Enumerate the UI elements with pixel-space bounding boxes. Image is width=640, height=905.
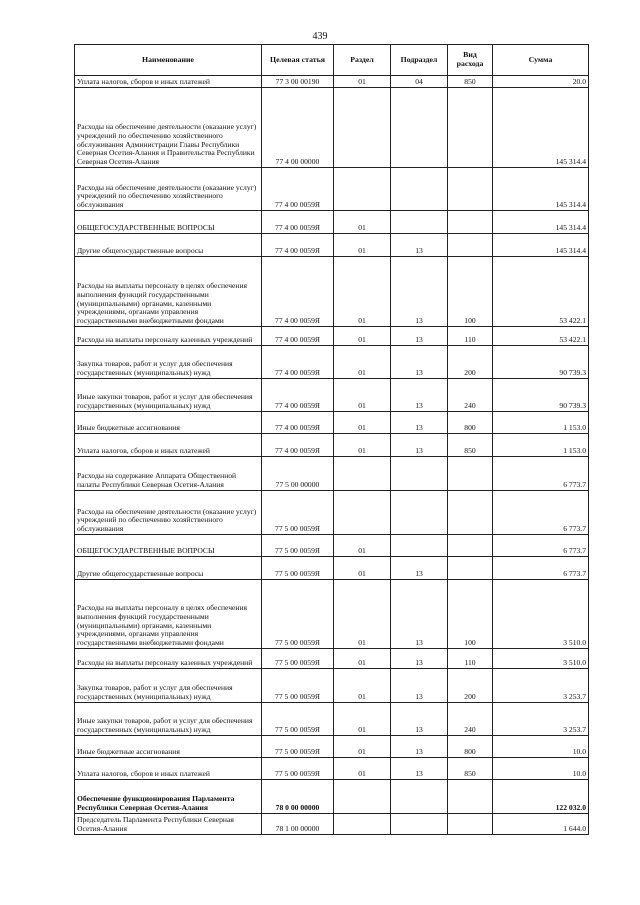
header-expense-type: Вид расхода bbox=[448, 45, 493, 76]
cell-name: Расходы на содержание Аппарата Общественной палаты Республики Северная Осетия-Алания bbox=[75, 457, 262, 491]
cell-subsection: 13 bbox=[391, 434, 448, 457]
cell-target: 77 5 00 0059Я bbox=[262, 491, 334, 535]
cell-name: Расходы на обеспечение деятельности (оказание услуг) учреждений по обеспечению хозяйственного обслуживания bbox=[75, 491, 262, 535]
cell-target: 77 5 00 0059Я bbox=[262, 758, 334, 780]
cell-amount: 6 773.7 bbox=[493, 491, 589, 535]
cell-name: Другие общегосударственные вопросы bbox=[75, 557, 262, 580]
cell-section: 01 bbox=[334, 557, 391, 580]
cell-target: 77 4 00 0059Я bbox=[262, 346, 334, 379]
cell-amount: 1 153.0 bbox=[493, 412, 589, 434]
cell-subsection: 13 bbox=[391, 327, 448, 346]
cell-name: ОБЩЕГОСУДАРСТВЕННЫЕ ВОПРОСЫ bbox=[75, 535, 262, 557]
cell-section: 01 bbox=[334, 412, 391, 434]
cell-amount: 10.0 bbox=[493, 736, 589, 758]
header-name: Наименование bbox=[75, 45, 262, 76]
cell-amount: 6 773.7 bbox=[493, 457, 589, 491]
table-row bbox=[75, 669, 589, 703]
cell-expense-type: 200 bbox=[448, 669, 493, 703]
header-target: Целевая статья bbox=[262, 45, 334, 76]
cell-amount: 145 314.4 bbox=[493, 211, 589, 234]
table-row bbox=[75, 327, 589, 346]
table-row bbox=[75, 346, 589, 379]
cell-target: 77 4 00 00000 bbox=[262, 88, 334, 168]
cell-amount: 20.0 bbox=[493, 76, 589, 88]
cell-subsection bbox=[391, 457, 448, 491]
cell-target: 77 5 00 0059Я bbox=[262, 557, 334, 580]
cell-name: Уплата налогов, сборов и иных платежей bbox=[75, 758, 262, 780]
cell-target: 77 4 00 0059Я bbox=[262, 327, 334, 346]
table-row bbox=[75, 814, 589, 835]
cell-target: 77 4 00 0059Я bbox=[262, 234, 334, 257]
cell-target: 77 5 00 0059Я bbox=[262, 649, 334, 669]
table-row bbox=[75, 379, 589, 412]
table-row bbox=[75, 557, 589, 580]
table-row bbox=[75, 234, 589, 257]
cell-amount: 122 032.0 bbox=[493, 780, 589, 814]
cell-target: 77 4 00 0059Я bbox=[262, 211, 334, 234]
cell-section: 01 bbox=[334, 434, 391, 457]
cell-subsection: 13 bbox=[391, 580, 448, 649]
cell-amount: 53 422.1 bbox=[493, 327, 589, 346]
cell-amount: 3 510.0 bbox=[493, 649, 589, 669]
cell-name: Другие общегосударственные вопросы bbox=[75, 234, 262, 257]
cell-name: Иные бюджетные ассигнования bbox=[75, 412, 262, 434]
cell-name: Расходы на выплаты персоналу казенных учреждений bbox=[75, 327, 262, 346]
cell-section bbox=[334, 168, 391, 211]
cell-amount: 53 422.1 bbox=[493, 257, 589, 327]
cell-expense-type: 800 bbox=[448, 736, 493, 758]
cell-amount: 6 773.7 bbox=[493, 535, 589, 557]
cell-subsection: 13 bbox=[391, 703, 448, 736]
cell-subsection: 13 bbox=[391, 736, 448, 758]
cell-section: 01 bbox=[334, 535, 391, 557]
cell-expense-type: 110 bbox=[448, 327, 493, 346]
cell-target: 77 5 00 0059Я bbox=[262, 703, 334, 736]
header-amount: Сумма bbox=[493, 45, 589, 76]
cell-section bbox=[334, 491, 391, 535]
table-row bbox=[75, 76, 589, 88]
header-section: Раздел bbox=[334, 45, 391, 76]
cell-section bbox=[334, 780, 391, 814]
cell-target: 77 5 00 0059Я bbox=[262, 580, 334, 649]
cell-section: 01 bbox=[334, 379, 391, 412]
cell-subsection: 04 bbox=[391, 76, 448, 88]
table-body bbox=[75, 76, 589, 835]
cell-amount: 10.0 bbox=[493, 758, 589, 780]
budget-table bbox=[74, 44, 589, 835]
table-row bbox=[75, 758, 589, 780]
cell-expense-type: 800 bbox=[448, 412, 493, 434]
cell-section bbox=[334, 457, 391, 491]
cell-name: Уплата налогов, сборов и иных платежей bbox=[75, 76, 262, 88]
cell-section: 01 bbox=[334, 649, 391, 669]
cell-section: 01 bbox=[334, 76, 391, 88]
cell-subsection bbox=[391, 780, 448, 814]
cell-name: Иные бюджетные ассигнования bbox=[75, 736, 262, 758]
cell-section: 01 bbox=[334, 257, 391, 327]
cell-subsection: 13 bbox=[391, 649, 448, 669]
cell-section: 01 bbox=[334, 758, 391, 780]
cell-subsection: 13 bbox=[391, 758, 448, 780]
cell-amount: 1 644.0 bbox=[493, 814, 589, 835]
cell-section: 01 bbox=[334, 703, 391, 736]
cell-target: 77 5 00 0059Я bbox=[262, 669, 334, 703]
cell-expense-type bbox=[448, 211, 493, 234]
table-row bbox=[75, 649, 589, 669]
cell-section bbox=[334, 814, 391, 835]
cell-expense-type: 850 bbox=[448, 758, 493, 780]
table-row bbox=[75, 457, 589, 491]
cell-expense-type: 100 bbox=[448, 257, 493, 327]
cell-amount: 3 510.0 bbox=[493, 580, 589, 649]
cell-name: Закупка товаров, работ и услуг для обеспечения государственных (муниципальных) нужд bbox=[75, 346, 262, 379]
header-subsection: Подраздел bbox=[391, 45, 448, 76]
cell-subsection bbox=[391, 535, 448, 557]
cell-amount: 3 253.7 bbox=[493, 669, 589, 703]
cell-name: Расходы на обеспечение деятельности (оказание услуг) учреждений по обеспечению хозяйственного обслуживания bbox=[75, 168, 262, 211]
cell-expense-type bbox=[448, 168, 493, 211]
cell-amount: 145 314.4 bbox=[493, 88, 589, 168]
cell-section: 01 bbox=[334, 346, 391, 379]
cell-expense-type: 200 bbox=[448, 346, 493, 379]
cell-subsection bbox=[391, 211, 448, 234]
cell-subsection: 13 bbox=[391, 669, 448, 703]
table-header-row bbox=[75, 45, 589, 76]
cell-subsection: 13 bbox=[391, 234, 448, 257]
cell-section: 01 bbox=[334, 327, 391, 346]
cell-name: ОБЩЕГОСУДАРСТВЕННЫЕ ВОПРОСЫ bbox=[75, 211, 262, 234]
cell-subsection bbox=[391, 491, 448, 535]
cell-name: Расходы на выплаты персоналу казенных учреждений bbox=[75, 649, 262, 669]
cell-expense-type bbox=[448, 557, 493, 580]
cell-amount: 1 153.0 bbox=[493, 434, 589, 457]
cell-amount: 90 739.3 bbox=[493, 379, 589, 412]
table-row bbox=[75, 257, 589, 327]
cell-target: 78 1 00 00000 bbox=[262, 814, 334, 835]
cell-amount: 3 253.7 bbox=[493, 703, 589, 736]
cell-target: 77 5 00 0059Я bbox=[262, 736, 334, 758]
table-row bbox=[75, 703, 589, 736]
cell-expense-type bbox=[448, 88, 493, 168]
cell-target: 77 4 00 0059Я bbox=[262, 434, 334, 457]
table-row bbox=[75, 535, 589, 557]
cell-expense-type: 240 bbox=[448, 379, 493, 412]
cell-name: Иные закупки товаров, работ и услуг для обеспечения государственных (муниципальных) нужд bbox=[75, 703, 262, 736]
cell-amount: 90 739.3 bbox=[493, 346, 589, 379]
cell-section bbox=[334, 88, 391, 168]
cell-subsection: 13 bbox=[391, 557, 448, 580]
cell-expense-type: 850 bbox=[448, 434, 493, 457]
cell-name: Обеспечение функционирования Парламента Республики Северная Осетия-Алания bbox=[75, 780, 262, 814]
table-row bbox=[75, 780, 589, 814]
cell-expense-type bbox=[448, 234, 493, 257]
cell-name: Расходы на обеспечение деятельности (оказание услуг) учреждений по обеспечению хозяйственного обслуживания Администрации Главы Республики Северная Осетия-Алания и Правительства Республики Северная Осетия-Алания bbox=[75, 88, 262, 168]
cell-expense-type bbox=[448, 814, 493, 835]
cell-expense-type: 850 bbox=[448, 76, 493, 88]
cell-section: 01 bbox=[334, 211, 391, 234]
cell-name: Уплата налогов, сборов и иных платежей bbox=[75, 434, 262, 457]
cell-expense-type bbox=[448, 491, 493, 535]
table-row bbox=[75, 412, 589, 434]
cell-target: 77 5 00 0059Я bbox=[262, 535, 334, 557]
cell-expense-type bbox=[448, 780, 493, 814]
cell-subsection bbox=[391, 168, 448, 211]
cell-subsection bbox=[391, 88, 448, 168]
cell-subsection: 13 bbox=[391, 379, 448, 412]
cell-target: 77 4 00 0059Я bbox=[262, 379, 334, 412]
cell-name: Председатель Парламента Республики Северная Осетия-Алания bbox=[75, 814, 262, 835]
table-row bbox=[75, 434, 589, 457]
cell-target: 77 3 00 00190 bbox=[262, 76, 334, 88]
cell-name: Расходы на выплаты персоналу в целях обеспечения выполнения функций государственными (муниципальными) органами, казенными учреждениями, органами управления государственными внебюджетными фондами bbox=[75, 580, 262, 649]
table-row bbox=[75, 580, 589, 649]
cell-section: 01 bbox=[334, 736, 391, 758]
table-row bbox=[75, 491, 589, 535]
table-row bbox=[75, 736, 589, 758]
cell-target: 77 4 00 0059Я bbox=[262, 168, 334, 211]
cell-expense-type: 110 bbox=[448, 649, 493, 669]
cell-expense-type: 100 bbox=[448, 580, 493, 649]
cell-subsection: 13 bbox=[391, 412, 448, 434]
cell-section: 01 bbox=[334, 234, 391, 257]
cell-name: Закупка товаров, работ и услуг для обеспечения государственных (муниципальных) нужд bbox=[75, 669, 262, 703]
cell-section: 01 bbox=[334, 669, 391, 703]
cell-expense-type: 240 bbox=[448, 703, 493, 736]
cell-expense-type bbox=[448, 535, 493, 557]
page-number: 439 bbox=[312, 31, 328, 42]
cell-target: 77 5 00 00000 bbox=[262, 457, 334, 491]
table-row bbox=[75, 168, 589, 211]
table-row bbox=[75, 88, 589, 168]
cell-name: Иные закупки товаров, работ и услуг для обеспечения государственных (муниципальных) нужд bbox=[75, 379, 262, 412]
cell-subsection bbox=[391, 814, 448, 835]
cell-target: 77 4 00 0059Я bbox=[262, 257, 334, 327]
table-row bbox=[75, 211, 589, 234]
cell-amount: 6 773.7 bbox=[493, 557, 589, 580]
cell-amount: 145 314.4 bbox=[493, 234, 589, 257]
cell-target: 78 0 00 00000 bbox=[262, 780, 334, 814]
cell-name: Расходы на выплаты персоналу в целях обеспечения выполнения функций государственными (муниципальными) органами, казенными учреждениями, органами управления государственными внебюджетными фондами bbox=[75, 257, 262, 327]
cell-target: 77 4 00 0059Я bbox=[262, 412, 334, 434]
cell-amount: 145 314.4 bbox=[493, 168, 589, 211]
cell-section: 01 bbox=[334, 580, 391, 649]
cell-subsection: 13 bbox=[391, 257, 448, 327]
cell-expense-type bbox=[448, 457, 493, 491]
cell-subsection: 13 bbox=[391, 346, 448, 379]
